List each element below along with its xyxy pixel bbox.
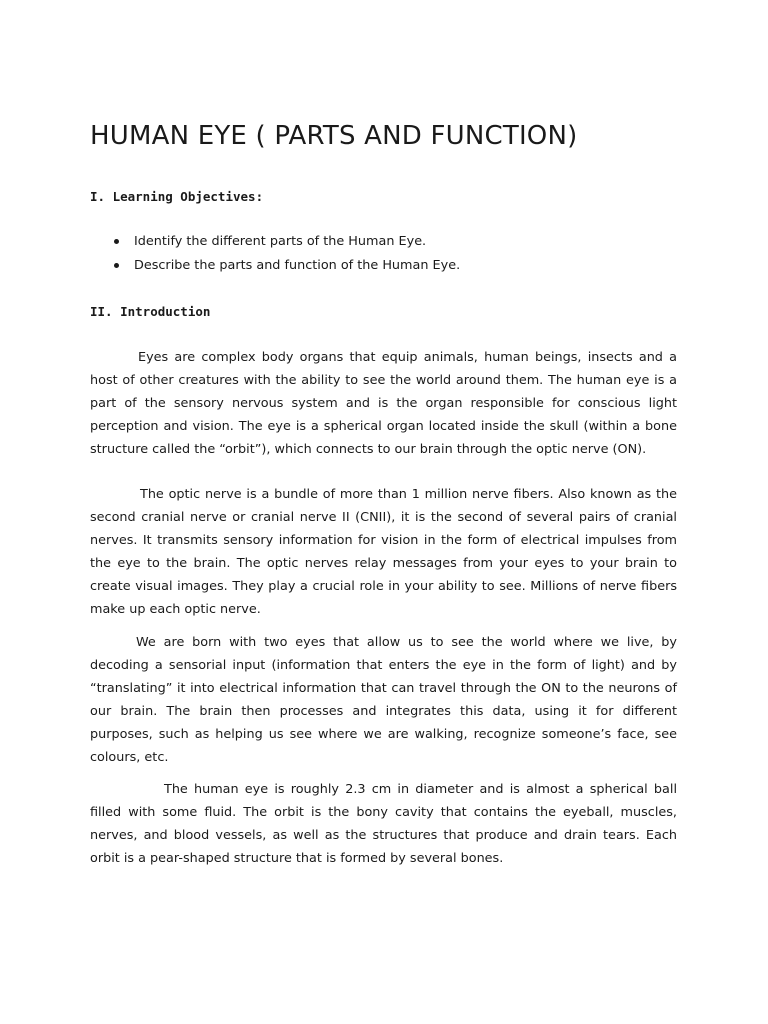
- objective-item: Describe the parts and function of the Human Eye.: [90, 257, 460, 281]
- intro-paragraph-4: The human eye is roughly 2.3 cm in diameter and is almost a spherical ball filled with some fluid. The orbit is the bony cavity that contains the eyeball, muscles, nerves, and blood vessels, as well as the structures that produce and drain tears. Each orbit is a pear-shaped structure that is formed by several bones.: [90, 782, 677, 866]
- intro-paragraph-3: We are born with two eyes that allow us to see the world where we live, by decoding a sensorial input (information that enters the eye in the form of light) and by “translating” it into electrical information that can travel through the ON to the neurons of our brain. The brain then processes and integrates this data, using it for different purposes, such as helping us see where we are walking, recognize someone’s face, see colours, etc.: [90, 635, 677, 765]
- introduction-heading: II. Introduction: [90, 304, 211, 319]
- intro-paragraph-1: Eyes are complex body organs that equip animals, human beings, insects and a host of other creatures with the ability to see the world around them. The human eye is a part of the sensory nervous system and is the organ responsible for conscious light perception and vision. The eye is a spherical organ located inside the skull (within a bone structure called the “orbit”), which connects to our brain through the optic nerve (ON).: [90, 350, 677, 457]
- document-title: HUMAN EYE ( PARTS AND FUNCTION): [90, 121, 578, 151]
- intro-paragraph-2: The optic nerve is a bundle of more than 1 million nerve fibers. Also known as the second cranial nerve or cranial nerve II (CNII), it is the second of several pairs of cranial nerves. It transmits sensory information for vision in the form of electrical impulses from the eye to the brain. The optic nerves relay messages from your eyes to your brain to create visual images. They play a crucial role in your ability to see. Millions of nerve fibers make up each optic nerve.: [90, 487, 677, 617]
- objective-item: Identify the different parts of the Human Eye.: [90, 233, 460, 257]
- objectives-list: [90, 233, 460, 281]
- learning-objectives-heading: I. Learning Objectives:: [90, 189, 264, 204]
